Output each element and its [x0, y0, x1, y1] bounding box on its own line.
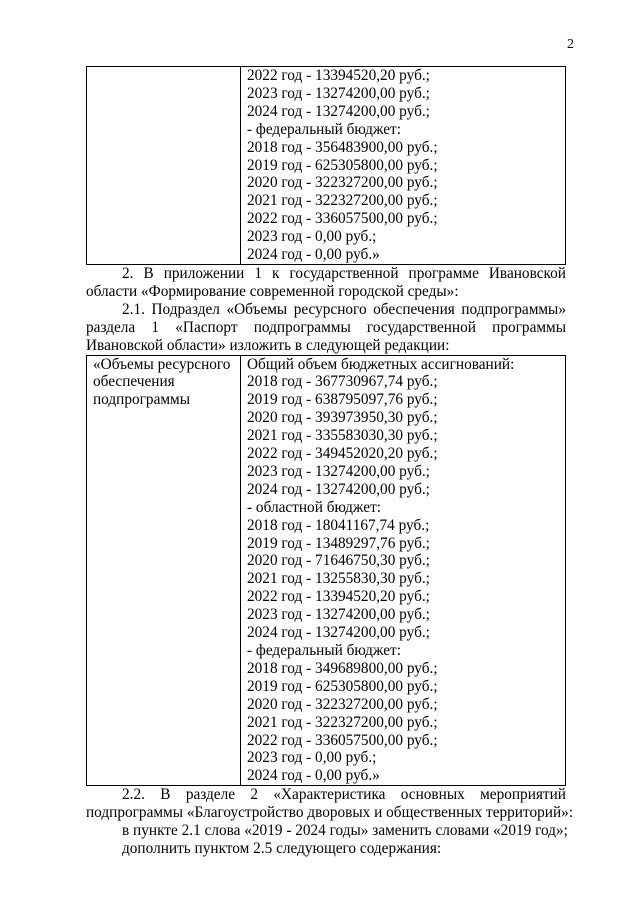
budget-line: - федеральный бюджет: — [247, 120, 401, 138]
page-number: 2 — [567, 37, 574, 52]
budget-line: 2020 год - 71646750,30 руб.; — [247, 552, 430, 570]
budget-line: 2024 год - 0,00 руб.» — [247, 246, 380, 264]
budget-line: - областной бюджет: — [247, 498, 382, 516]
paragraph-line: 2. В приложении 1 к государственной программе Ивановской — [122, 264, 566, 282]
table2-right-cell — [241, 355, 566, 786]
budget-line: 2024 год - 0,00 руб.» — [247, 767, 380, 785]
row-header-line: обеспечения — [93, 373, 175, 391]
paragraph-line: области «Формирование современной городской среды»: — [86, 282, 459, 300]
budget-line: 2023 год - 13274200,00 руб.; — [247, 606, 430, 624]
budget-line: 2020 год - 322327200,00 руб.; — [247, 695, 438, 713]
budget-line: 2018 год - 367730967,74 руб.; — [247, 373, 438, 391]
budget-line: Общий объем бюджетных ассигнований: — [247, 355, 515, 373]
row-header-line: подпрограммы — [93, 391, 191, 409]
table2-left-cell — [87, 355, 241, 786]
budget-line: 2022 год - 349452020,20 руб.; — [247, 445, 438, 463]
budget-line: 2020 год - 322327200,00 руб.; — [247, 174, 438, 192]
paragraph-2-2 — [86, 786, 574, 822]
paragraph-add-2-5 — [86, 840, 566, 858]
budget-line: 2020 год - 393973950,30 руб.; — [247, 409, 438, 427]
table1-right-cell — [241, 67, 566, 265]
budget-line: 2019 год - 625305800,00 руб.; — [247, 156, 438, 174]
budget-line: 2023 год - 0,00 руб.; — [247, 228, 377, 246]
paragraph-2 — [86, 265, 566, 301]
table1-left-cell — [87, 67, 241, 265]
resource-table-continued — [86, 66, 566, 265]
budget-line: 2023 год - 13274200,00 руб.; — [247, 84, 430, 102]
budget-line: 2019 год - 625305800,00 руб.; — [247, 677, 438, 695]
budget-line: 2021 год - 322327200,00 руб.; — [247, 713, 438, 731]
paragraph-2-1 — [86, 301, 566, 355]
row-header-line: «Объемы ресурсного — [93, 355, 231, 373]
budget-line: 2021 год - 322327200,00 руб.; — [247, 192, 438, 210]
budget-line: 2018 год - 349689800,00 руб.; — [247, 659, 438, 677]
budget-line: 2018 год - 18041167,74 руб.; — [247, 516, 430, 534]
budget-line: - федеральный бюджет: — [247, 642, 401, 659]
budget-line: 2022 год - 336057500,00 руб.; — [247, 210, 438, 228]
budget-line: 2022 год - 336057500,00 руб.; — [247, 731, 438, 749]
paragraph-line: раздела 1 «Паспорт подпрограммы государственной программы — [86, 318, 566, 336]
budget-line: 2023 год - 13274200,00 руб.; — [247, 462, 430, 480]
document-body — [86, 66, 574, 858]
paragraph-line: 2.2. В разделе 2 «Характеристика основных мероприятий — [122, 786, 566, 804]
budget-line: 2022 год - 13394520,20 руб.; — [247, 588, 430, 606]
paragraph-line: Ивановской области» изложить в следующей редакции: — [86, 336, 450, 354]
resource-table — [86, 355, 566, 787]
paragraph-amend-2-1 — [86, 822, 566, 840]
paragraph-line: в пункте 2.1 слова «2019 - 2024 годы» заменить словами «2019 год»; — [122, 822, 568, 840]
budget-line: 2024 год - 13274200,00 руб.; — [247, 624, 430, 642]
budget-line: 2019 год - 638795097,76 руб.; — [247, 391, 438, 409]
budget-line: 2024 год - 13274200,00 руб.; — [247, 480, 430, 498]
budget-line: 2023 год - 0,00 руб.; — [247, 749, 377, 767]
budget-line: 2021 год - 335583030,30 руб.; — [247, 427, 438, 445]
budget-line: 2024 год - 13274200,00 руб.; — [247, 102, 430, 120]
paragraph-line: подпрограммы «Благоустройство дворовых и общественных территорий»: — [86, 804, 574, 822]
budget-line: 2018 год - 356483900,00 руб.; — [247, 138, 438, 156]
paragraph-line: дополнить пунктом 2.5 следующего содержания: — [122, 839, 442, 857]
budget-line: 2021 год - 13255830,30 руб.; — [247, 570, 430, 588]
budget-line: 2019 год - 13489297,76 руб.; — [247, 534, 430, 552]
budget-line: 2022 год - 13394520,20 руб.; — [247, 67, 430, 84]
paragraph-line: 2.1. Подраздел «Объемы ресурсного обеспечения подпрограммы» — [122, 300, 566, 318]
